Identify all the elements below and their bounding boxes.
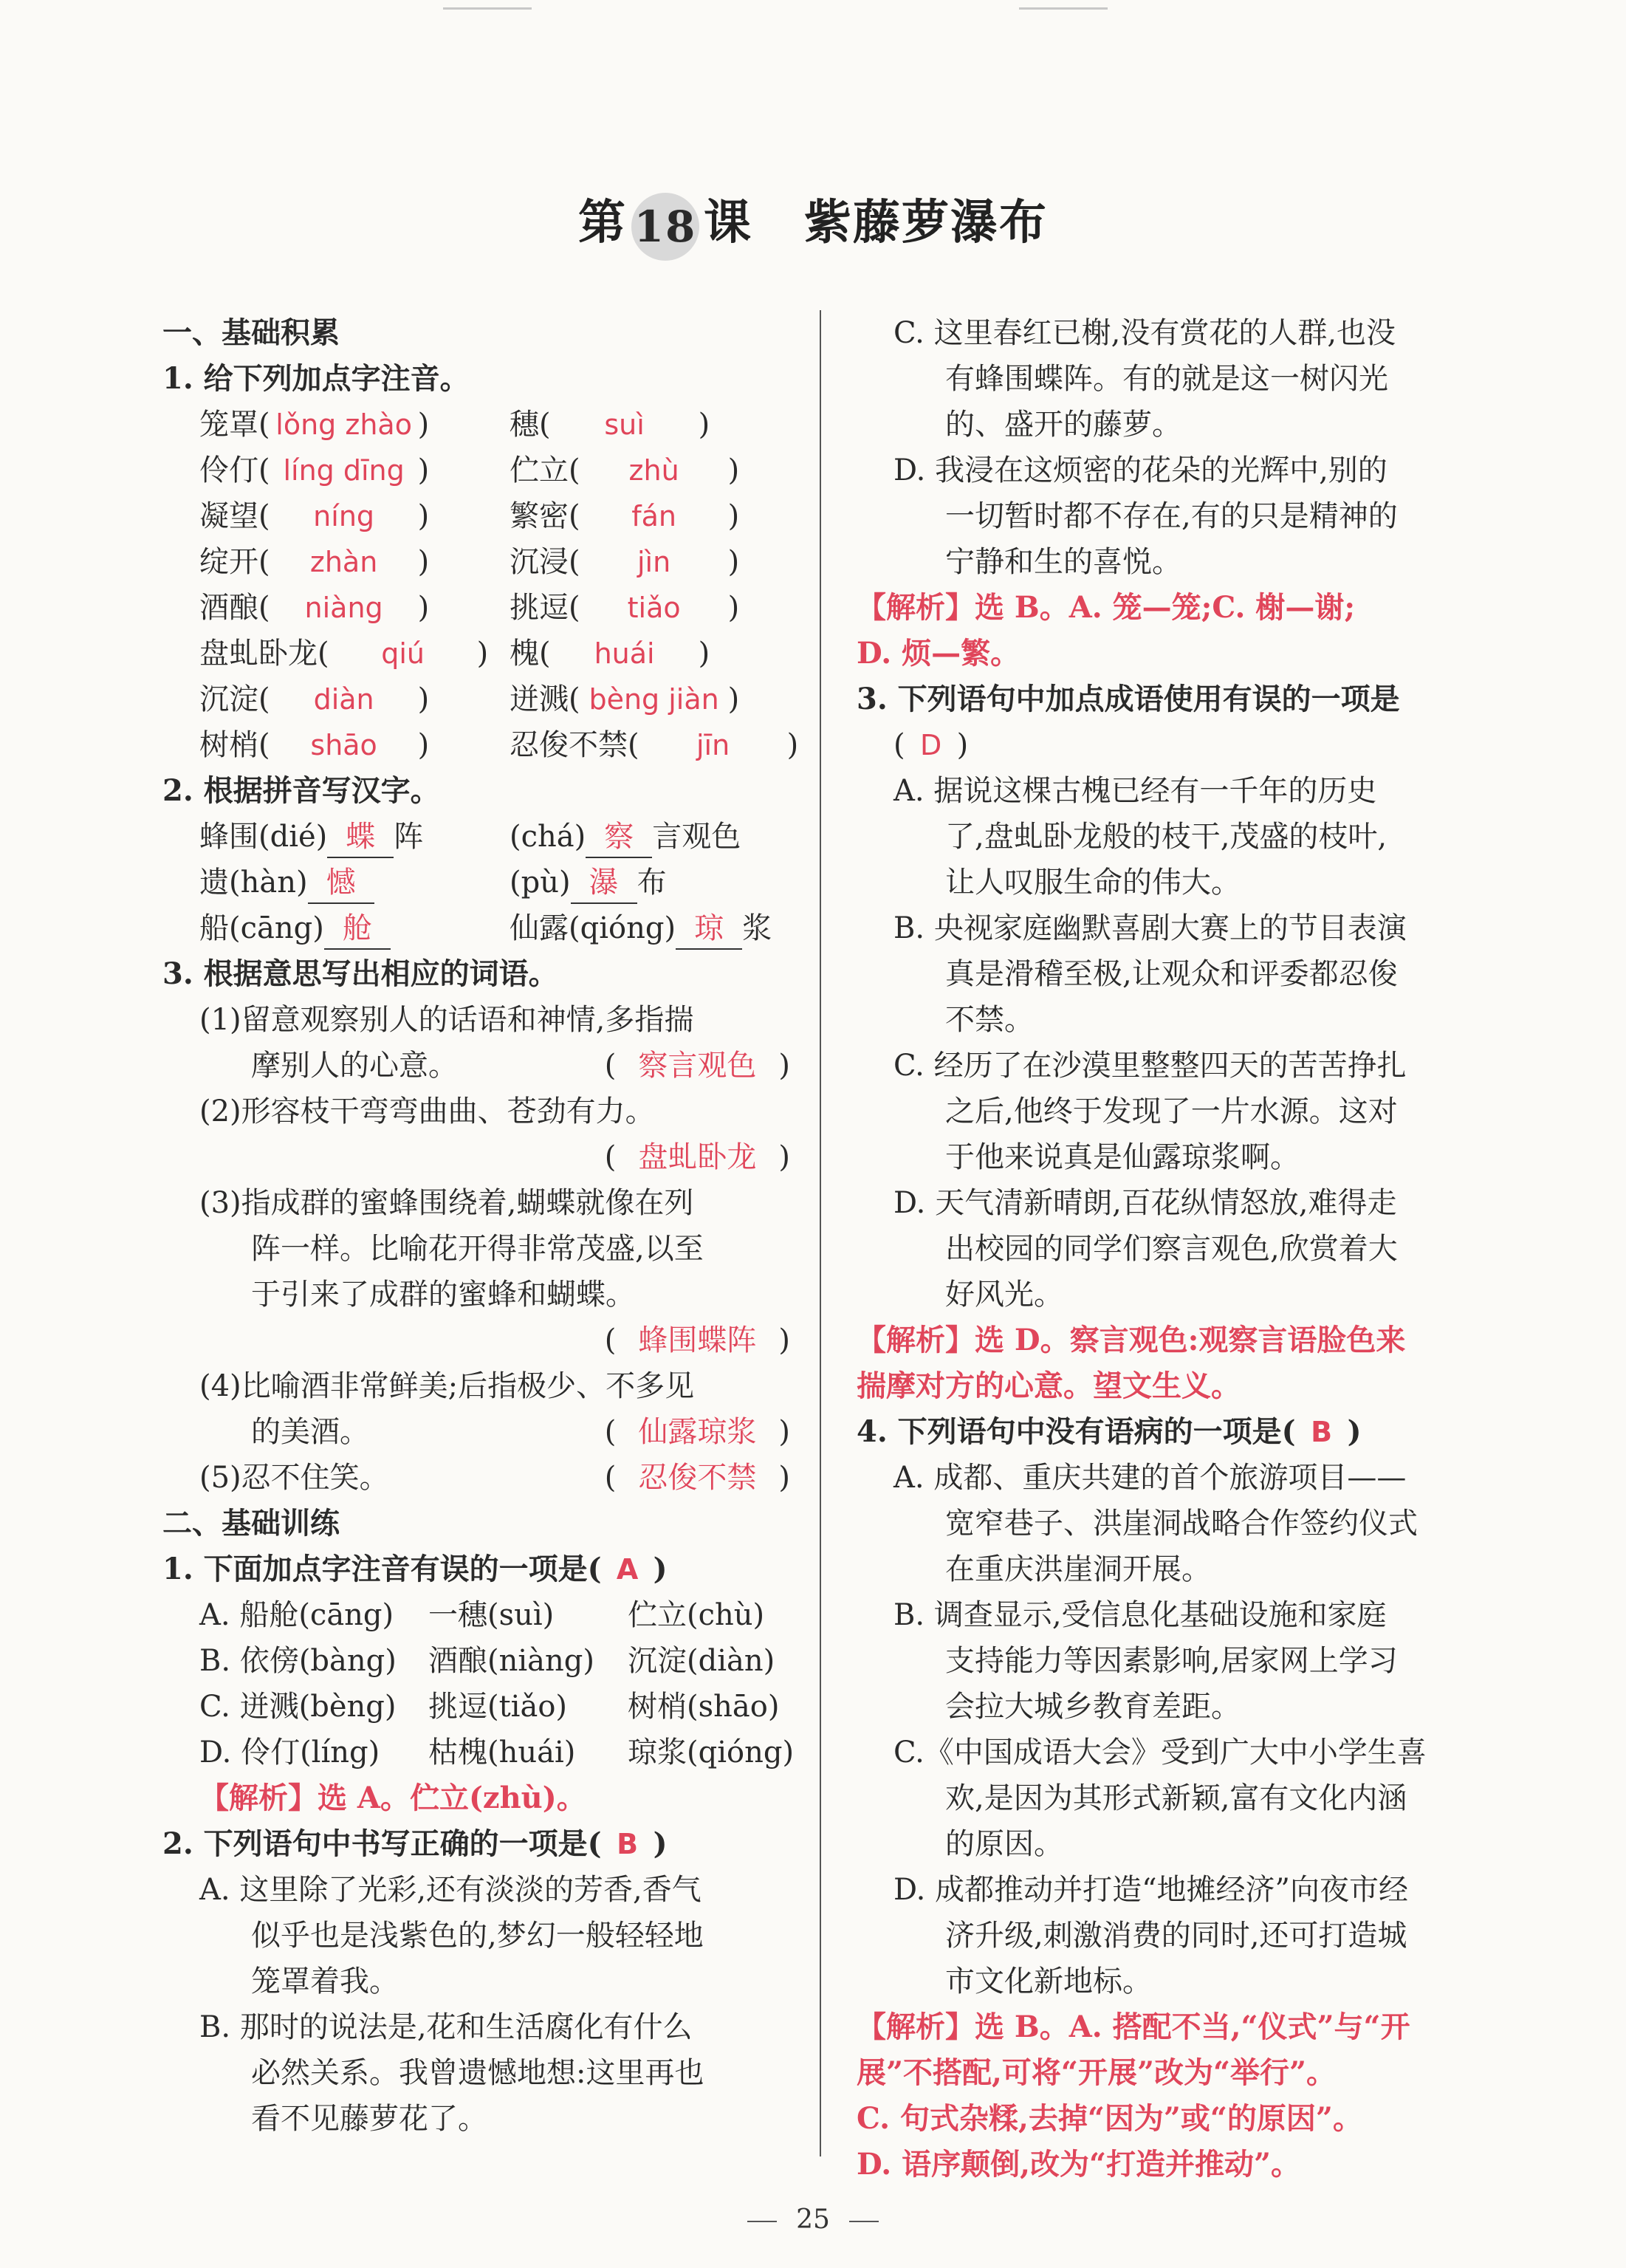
word: 穗( (510, 408, 551, 442)
answer: B (1311, 1416, 1333, 1448)
training-question-1: 1. 下面加点字注音有误的一项是( A ) (162, 1546, 790, 1592)
word: 酒酿( (199, 591, 270, 625)
analysis-text: C. 句式杂糅,去掉“因为”或“的原因”。 (857, 2101, 1362, 2136)
answer: 忍俊不禁 (638, 1461, 757, 1495)
answer: D (919, 729, 942, 761)
option-text: 市文化新地标。 (945, 1964, 1152, 1998)
pinyin-row (162, 585, 790, 631)
pinyin-row (162, 402, 790, 448)
registration-mark (1019, 7, 1108, 10)
paren: ) (786, 728, 799, 762)
definition-answer-line: (5)忍不住笑。 ( 忍俊不禁 ) (162, 1455, 790, 1501)
option-text: 看不见藤萝花了。 (251, 2102, 487, 2136)
registration-mark (443, 7, 532, 10)
option-text: 似乎也是浅紫色的,梦幻一般轻轻地 (251, 1919, 704, 1953)
section-heading: 二、基础训练 (162, 1506, 340, 1541)
training-question-3: 3. 下列语句中加点成语使用有误的一项是 (857, 682, 1400, 716)
hanzi-row (162, 905, 790, 951)
hanzi-answer: 瀑 (571, 863, 637, 904)
pinyin-answer: tiǎo (627, 592, 681, 624)
hanzi-row (162, 860, 790, 905)
analysis-text: 展”不搭配,可将“开展”改为“举行”。 (857, 2055, 1336, 2090)
paren: ) (727, 682, 740, 716)
option-text: C. 这里春红已榭,没有赏花的人群,也没 (893, 316, 1396, 350)
paren: ) (698, 408, 710, 442)
option-text: 支持能力等因素影响,居家网上学习 (945, 1644, 1398, 1678)
option-item: 一穗(suì) (428, 1598, 555, 1632)
option-text: 让人叹服生命的伟大。 (945, 866, 1241, 900)
paren: ) (417, 408, 430, 442)
definition-text: (2)形容枝干弯弯曲曲、苍劲有力。 (199, 1094, 655, 1128)
word-tail: 阵 (394, 820, 424, 854)
title-prefix: 第 (578, 195, 627, 250)
answer: 察言观色 (638, 1049, 757, 1083)
word: 盘虬卧龙( (199, 637, 329, 671)
word: 伶仃( (199, 453, 270, 487)
pinyin-row (162, 631, 790, 676)
option-text: B. 调查显示,受信息化基础设施和家庭 (893, 1598, 1387, 1632)
option-text: 于他来说真是仙露琼浆啊。 (945, 1140, 1300, 1174)
analysis-text: 揣摩对方的心意。望文生义。 (857, 1368, 1241, 1403)
paren: ) (727, 545, 740, 579)
option-item: 琼浆(qióng) (628, 1736, 795, 1769)
definition-answer-line: 的美酒。 ( 仙露琼浆 ) (162, 1409, 790, 1455)
pinyin-answer: huái (594, 637, 655, 670)
word: 沉淀( (199, 682, 270, 716)
word-tail: 浆 (742, 911, 772, 945)
question-2-prompt: 2. 根据拼音写汉字。 (162, 773, 440, 808)
option-text: A. 据说这棵古槐已经有一千年的历史 (893, 774, 1377, 808)
lesson-title (0, 185, 1626, 261)
option-item: 挑逗(tiǎo) (428, 1690, 568, 1724)
option-item: 伫立(chù) (628, 1598, 765, 1632)
training-question-2: 2. 下列语句中书写正确的一项是( B ) (162, 1821, 790, 1867)
pinyin-answer: jìn (637, 546, 671, 578)
section-heading: 一、基础积累 (162, 315, 340, 350)
pinyin-prompt: (pù) (510, 866, 571, 900)
pinyin-row (162, 676, 790, 722)
option-text: D. 成都推动并打造“地摊经济”向夜市经 (893, 1873, 1408, 1907)
option-text: 济升级,刺激消费的同时,还可打造城 (945, 1919, 1407, 1953)
top-registration-marks (0, 7, 1626, 16)
option-row (162, 1684, 790, 1730)
word-tail: 言观色 (652, 820, 741, 854)
answer: B (617, 1828, 639, 1860)
option-text: 的原因。 (945, 1827, 1063, 1861)
paren: ) (417, 728, 430, 762)
option-text: 宁静和生的喜悦。 (945, 545, 1181, 579)
option-text: 会拉大城乡教育差距。 (945, 1690, 1241, 1724)
paren: ) (417, 682, 430, 716)
pinyin-exercise (162, 402, 799, 768)
option-text: 了,盘虬卧龙般的枝干,茂盛的枝叶, (945, 820, 1387, 854)
option-text: C. 经历了在沙漠里整整四天的苦苦挣扎 (893, 1049, 1407, 1083)
option-text: A. 成都、重庆共建的首个旅游项目—— (893, 1461, 1407, 1495)
pinyin-answer: zhù (628, 454, 679, 487)
pinyin-row (162, 448, 790, 493)
definition-text: (1)留意观察别人的话语和神情,多指揣 (199, 1003, 694, 1037)
paren: ) (727, 453, 740, 487)
definition-answer-line: ( 蜂围蝶阵 ) (162, 1318, 790, 1363)
option-text: 之后,他终于发现了一片水源。这对 (945, 1094, 1398, 1128)
paren: ) (698, 637, 710, 671)
definition-text: 阵一样。比喻花开得非常茂盛,以至 (251, 1232, 704, 1266)
option-text: 真是滑稽至极,让观众和评委都忍俊 (945, 957, 1398, 991)
hanzi-answer: 琼 (676, 908, 742, 950)
word: 凝望( (199, 499, 270, 533)
definition-answer-line: 摩别人的心意。 ( 察言观色 ) (162, 1043, 790, 1089)
word-tail: 布 (637, 866, 667, 900)
word: 伫立( (510, 453, 580, 487)
answer-line: ( D ) (857, 722, 1492, 768)
option-text: 必然关系。我曾遗憾地想:这里再也 (251, 2056, 704, 2090)
pinyin-prompt: (chá) (510, 820, 586, 854)
word: 槐( (510, 637, 551, 671)
word: 笼罩( (199, 408, 270, 442)
right-column (857, 310, 1492, 2188)
word: 忍俊不禁( (510, 728, 639, 762)
definition-text: (3)指成群的蜜蜂围绕着,蝴蝶就像在列 (199, 1186, 694, 1220)
option-text: 好风光。 (945, 1278, 1063, 1312)
lesson-number-badge: 18 (631, 193, 699, 261)
option-item: 酒酿(niàng) (428, 1644, 594, 1678)
pinyin-answer: jīn (696, 729, 730, 761)
pinyin-answer: bèng jiàn (589, 683, 719, 716)
pinyin-prompt: 船(cāng) (199, 911, 324, 945)
pinyin-answer: fán (631, 500, 676, 532)
definition-answer-line: ( 盘虬卧龙 ) (162, 1134, 790, 1180)
option-text: 宽窄巷子、洪崖洞战略合作签约仪式 (945, 1507, 1418, 1541)
word: 挑逗( (510, 591, 580, 625)
option-text: D. 天气清新晴朗,百花纵情怒放,难得走 (893, 1186, 1397, 1220)
page-number: 25 (0, 2204, 1626, 2235)
analysis-text: 【解析】选 B。A. 搭配不当,“仪式”与“开 (857, 2010, 1410, 2044)
option-text: C.《中国成语大会》受到广大中小学生喜 (893, 1736, 1427, 1769)
question-1-prompt: 1. 给下列加点字注音。 (162, 361, 470, 396)
word: 繁密( (510, 499, 580, 533)
hanzi-answer: 憾 (308, 863, 374, 904)
option-text: 出校园的同学们察言观色,欣赏着大 (945, 1232, 1398, 1266)
definition-text: 于引来了成群的蜜蜂和蝴蝶。 (251, 1278, 635, 1312)
option-item: B. 依傍(bàng) (199, 1644, 397, 1678)
option-item: D. 伶仃(líng) (199, 1736, 380, 1769)
hanzi-exercise (162, 814, 790, 951)
left-column (162, 310, 799, 2142)
pinyin-answer: niàng (304, 592, 383, 624)
option-text: B. 央视家庭幽默喜剧大赛上的节目表演 (893, 911, 1407, 945)
pinyin-row (162, 539, 790, 585)
word: 树梢( (199, 728, 270, 762)
definition-text: 摩别人的心意。 (251, 1049, 458, 1083)
definition-text: 的美酒。 (251, 1415, 369, 1449)
pinyin-answer: suì (604, 408, 645, 441)
option-row (162, 1592, 790, 1638)
paren: ) (727, 499, 740, 533)
analysis-text: D. 烦—繁。 (857, 636, 1020, 671)
definition-text: (4)比喻酒非常鲜美;后指极少、不多见 (199, 1369, 695, 1403)
pinyin-answer: zhàn (309, 546, 378, 578)
analysis-text: 【解析】选 A。伫立(zhù)。 (199, 1781, 586, 1815)
analysis-text: 【解析】选 B。A. 笼—笼;C. 榭—谢; (857, 590, 1356, 625)
answer: 盘虬卧龙 (638, 1140, 757, 1174)
pinyin-row (162, 722, 799, 768)
pinyin-prompt: 遗(hàn) (199, 866, 308, 900)
option-item: 枯槐(huái) (428, 1736, 576, 1769)
question-3-prompt: 3. 根据意思写出相应的词语。 (162, 956, 558, 991)
option-text: 不禁。 (945, 1003, 1034, 1037)
paren: ) (417, 453, 430, 487)
option-item: C. 迸溅(bèng) (199, 1690, 397, 1724)
training-question-4: 4. 下列语句中没有语病的一项是( B ) (857, 1409, 1492, 1455)
option-row (162, 1638, 790, 1684)
title-suffix: 课 (704, 195, 752, 250)
paren: ) (727, 591, 740, 625)
pinyin-answer: níng (313, 500, 375, 532)
analysis-text: 【解析】选 D。察言观色:观察言语脸色来 (857, 1323, 1406, 1357)
word: 绽开( (199, 545, 270, 579)
option-text: 的、盛开的藤萝。 (945, 408, 1181, 442)
column-divider (820, 310, 821, 2156)
hanzi-answer: 蝶 (327, 817, 394, 858)
option-text: A. 这里除了光彩,还有淡淡的芳香,香气 (199, 1873, 701, 1907)
answer: A (616, 1553, 639, 1586)
option-item: 树梢(shāo) (628, 1690, 780, 1724)
option-row (162, 1730, 795, 1775)
lesson-name: 紫藤萝瀑布 (804, 195, 1048, 250)
hanzi-row (162, 814, 790, 860)
analysis-text: D. 语序颠倒,改为“打造并推动”。 (857, 2147, 1301, 2182)
option-text: B. 那时的说法是,花和生活腐化有什么 (199, 2010, 693, 2044)
hanzi-answer: 察 (586, 817, 652, 858)
paren: ) (417, 545, 430, 579)
pinyin-prompt: 蜂围(dié) (199, 820, 328, 854)
pinyin-row (162, 493, 790, 539)
pinyin-answer: shāo (310, 729, 377, 761)
option-text: 一切暂时都不存在,有的只是精神的 (945, 499, 1398, 533)
paren: ) (417, 499, 430, 533)
hanzi-answer: 舱 (324, 908, 391, 950)
answer: 仙露琼浆 (638, 1415, 757, 1449)
option-text: 笼罩着我。 (251, 1964, 399, 1998)
pinyin-answer: diàn (313, 683, 374, 716)
option-item: A. 船舱(cāng) (199, 1598, 394, 1632)
option-text: 在重庆洪崖洞开展。 (945, 1552, 1211, 1586)
word: 沉浸( (510, 545, 580, 579)
paren: ) (476, 637, 489, 671)
pinyin-answer: líng dīng (283, 454, 405, 487)
option-text: D. 我浸在这烦密的花朵的光辉中,别的 (893, 453, 1387, 487)
word: 迸溅( (510, 682, 580, 716)
option-item: 沉淀(diàn) (628, 1644, 775, 1678)
pinyin-prompt: 仙露(qióng) (510, 911, 676, 945)
option-text: 有蜂围蝶阵。有的就是这一树闪光 (945, 362, 1388, 396)
pinyin-answer: lǒng zhào (275, 408, 412, 441)
definition-text: (5)忍不住笑。 (199, 1461, 389, 1495)
option-grid (162, 1592, 795, 1775)
pinyin-answer: qiú (381, 637, 425, 670)
answer: 蜂围蝶阵 (638, 1323, 757, 1357)
option-text: 欢,是因为其形式新颖,富有文化内涵 (945, 1781, 1407, 1815)
paren: ) (417, 591, 430, 625)
